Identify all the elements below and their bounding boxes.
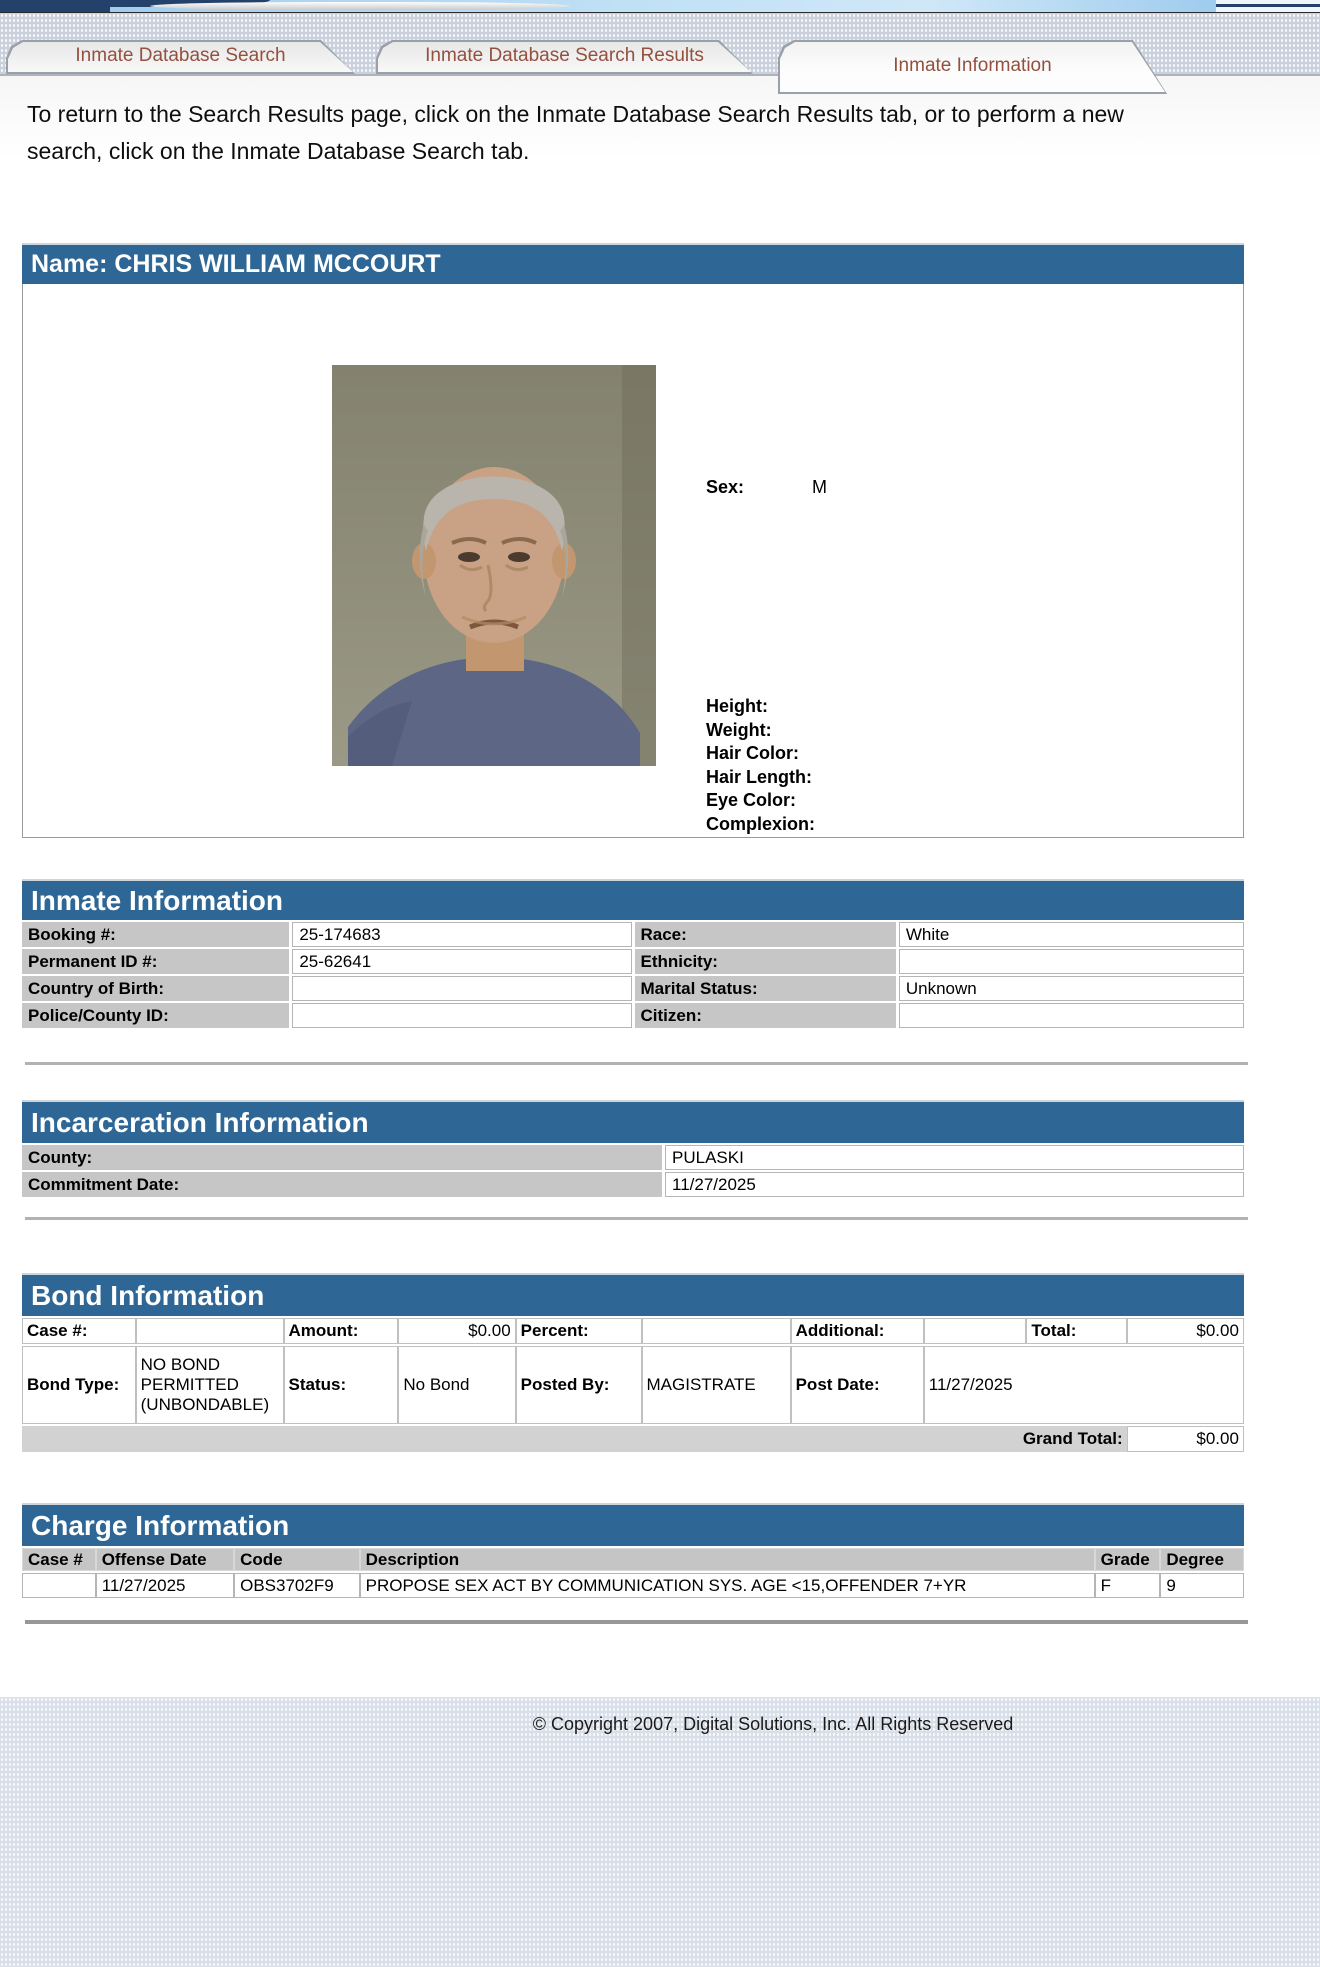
eye-color-label: Eye Color:: [706, 790, 797, 810]
charge-header-degree: Degree: [1160, 1548, 1244, 1571]
charge-case-value: [22, 1573, 96, 1598]
charge-header-offense-date: Offense Date: [96, 1548, 234, 1571]
inmate-info-section-title: Inmate Information: [22, 879, 1244, 920]
charge-section-title: Charge Information: [22, 1503, 1244, 1546]
posted-by-label: Posted By:: [516, 1346, 642, 1424]
race-label: Race:: [635, 922, 896, 947]
police-county-id-label: Police/County ID:: [22, 1003, 289, 1028]
complexion-label: Complexion:: [706, 813, 816, 834]
tab-inmate-database-search[interactable]: [6, 40, 355, 74]
instruction-line-2: search, click on the Inmate Database Search tab.: [27, 138, 530, 164]
hair-length-label: Hair Length:: [706, 766, 812, 787]
incarceration-table: [22, 1145, 1244, 1197]
inmate-name-panel: [22, 243, 1244, 838]
permanent-id-value: 25-62641: [292, 949, 631, 974]
case-number-value: [136, 1318, 284, 1344]
bond-type-value: NO BOND PERMITTED (UNBONDABLE): [136, 1346, 284, 1424]
charge-header-description: Description: [360, 1548, 1095, 1571]
post-date-value: 11/27/2025: [924, 1346, 1244, 1424]
percent-value: [642, 1318, 791, 1344]
ethnicity-label: Ethnicity:: [635, 949, 896, 974]
country-of-birth-label: Country of Birth:: [22, 976, 289, 1001]
charge-code-value: OBS3702F9: [234, 1573, 359, 1598]
header-right-line: [1216, 4, 1320, 7]
booking-value: 25-174683: [292, 922, 631, 947]
charge-header-case: Case #: [22, 1548, 96, 1571]
header-graphic: [0, 0, 1320, 13]
amount-label: Amount:: [284, 1318, 399, 1344]
country-of-birth-value: [292, 976, 631, 1001]
county-value: PULASKI: [665, 1145, 1244, 1170]
citizen-value: [899, 1003, 1244, 1028]
section-divider: [25, 1062, 1248, 1065]
percent-label: Percent:: [516, 1318, 642, 1344]
section-divider: [25, 1620, 1248, 1624]
county-label: County:: [22, 1145, 662, 1170]
tab-label: Inmate Database Search: [75, 45, 286, 66]
status-label: Status:: [284, 1346, 399, 1424]
tab-label: Inmate Information: [893, 55, 1052, 76]
grand-total-label: Grand Total:: [22, 1426, 1127, 1452]
police-county-id-value: [292, 1003, 631, 1028]
instruction-text: [27, 96, 1124, 170]
height-label: Height:: [706, 696, 768, 716]
header-silver-swoosh: [150, 2, 570, 10]
case-number-label: Case #:: [22, 1318, 136, 1344]
marital-status-label: Marital Status:: [635, 976, 896, 1001]
bond-table: [22, 1318, 1244, 1452]
bond-type-label: Bond Type:: [22, 1346, 136, 1424]
race-value: White: [899, 922, 1244, 947]
name-panel-title: Name: CHRIS WILLIAM MCCOURT: [22, 243, 1244, 284]
physical-details-list: [706, 695, 815, 836]
instruction-line-1: To return to the Search Results page, click on the Inmate Database Search Results tab, or to perform a new: [27, 101, 1124, 127]
sex-value: M: [812, 477, 828, 497]
amount-value: $0.00: [398, 1318, 515, 1344]
footer-band: [0, 1697, 1320, 1967]
additional-label: Additional:: [791, 1318, 924, 1344]
charge-header-code: Code: [234, 1548, 359, 1571]
hair-color-label: Hair Color:: [706, 743, 800, 763]
sex-label: Sex:: [706, 477, 745, 497]
charge-header-grade: Grade: [1095, 1548, 1161, 1571]
additional-value: [924, 1318, 1027, 1344]
citizen-label: Citizen:: [635, 1003, 896, 1028]
charge-degree-value: 9: [1160, 1573, 1244, 1598]
ethnicity-value: [899, 949, 1244, 974]
section-divider: [25, 1217, 1248, 1220]
total-value: $0.00: [1127, 1318, 1244, 1344]
commitment-date-value: 11/27/2025: [665, 1172, 1244, 1197]
posted-by-value: MAGISTRATE: [642, 1346, 791, 1424]
copyright-text: © Copyright 2007, Digital Solutions, Inc. All Rights Reserved: [532, 1714, 1014, 1734]
charge-description-value: PROPOSE SEX ACT BY COMMUNICATION SYS. AGE <15,OFFENDER 7+YR: [360, 1573, 1095, 1598]
incarceration-section-title: Incarceration Information: [22, 1100, 1244, 1143]
status-value: No Bond: [398, 1346, 515, 1424]
grand-total-value: $0.00: [1127, 1426, 1244, 1452]
permanent-id-label: Permanent ID #:: [22, 949, 289, 974]
tab-inmate-database-search-results[interactable]: [376, 40, 753, 74]
booking-label: Booking #:: [22, 922, 289, 947]
charge-table: [22, 1548, 1244, 1598]
sex-row: [706, 477, 1106, 498]
charge-grade-value: F: [1095, 1573, 1161, 1598]
tab-inmate-information[interactable]: [778, 40, 1167, 94]
commitment-date-label: Commitment Date:: [22, 1172, 662, 1197]
weight-label: Weight:: [706, 719, 772, 740]
charge-offense-date-value: 11/27/2025: [96, 1573, 234, 1598]
total-label: Total:: [1026, 1318, 1126, 1344]
inmate-photo: [332, 365, 656, 766]
marital-status-value: Unknown: [899, 976, 1244, 1001]
inmate-info-table: [22, 922, 1244, 1028]
bond-section-title: Bond Information: [22, 1273, 1244, 1316]
post-date-label: Post Date:: [791, 1346, 924, 1424]
tab-label: Inmate Database Search Results: [425, 45, 704, 66]
